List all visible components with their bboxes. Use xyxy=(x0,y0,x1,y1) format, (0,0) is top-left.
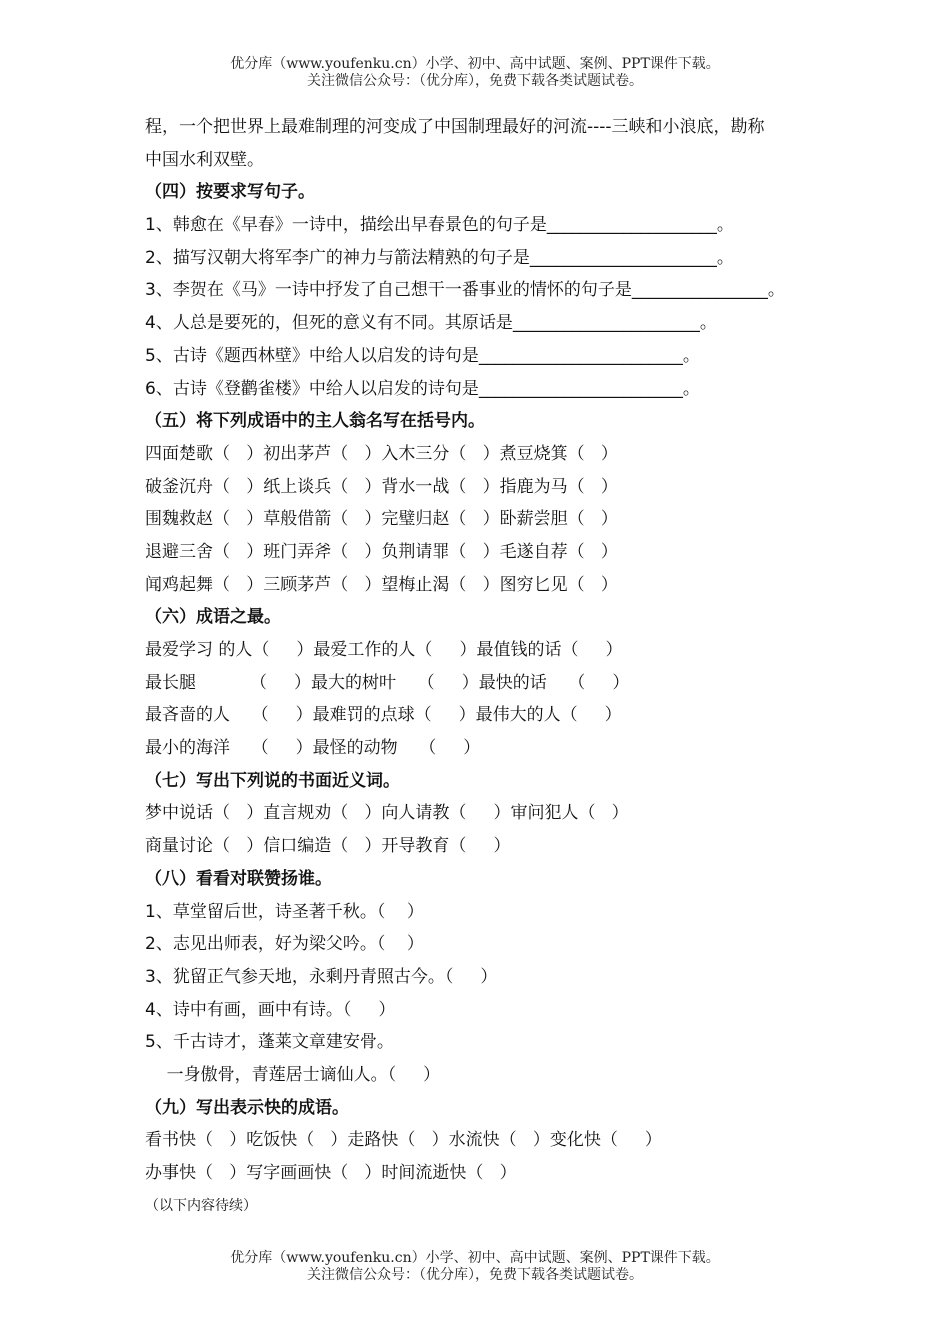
idiom-row: 闻鸡起舞（ ）三顾茅芦（ ）望梅止渴（ ）图穷匕见（ ） xyxy=(145,574,618,595)
question-item: 5、古诗《题西林壁》中给人以启发的诗句是________________________。 xyxy=(145,345,700,366)
idiom-row: 退避三舍（ ）班门弄斧（ ）负荆请罪（ ）毛遂自荐（ ） xyxy=(145,541,618,562)
synonym-row: 梦中说话（ ）直言规劝（ ）向人请教（ ）审问犯人（ ） xyxy=(145,803,629,824)
intro-line-2: 中国水利双壁。 xyxy=(145,149,264,170)
question-item: 6、古诗《登鹳雀楼》中给人以启发的诗句是________________________。 xyxy=(145,378,700,399)
footer-line-2: 关注微信公众号：（优分库），免费下载各类试题试卷。 xyxy=(307,1267,643,1283)
section-8-title: （八）看看对联赞扬谁。 xyxy=(145,868,332,889)
page-footer xyxy=(0,1250,950,1284)
couplet-item: 5、千古诗才，蓬莱文章建安骨。 xyxy=(145,1032,394,1053)
question-item: 2、描写汉朝大将军李广的神力与箭法精熟的句子是______________________。 xyxy=(145,247,734,268)
header-line-2: 关注微信公众号：（优分库），免费下载各类试题试卷。 xyxy=(307,73,643,89)
section-4-title: （四）按要求写句子。 xyxy=(145,182,315,203)
header-line-1: 优分库（www.youfenku.cn）小学、初中、高中试题、案例、PPT课件下载。 xyxy=(230,56,720,72)
couplet-item: 4、诗中有画，画中有诗。（ ） xyxy=(145,999,396,1020)
section-7-title: （七）写出下列说的书面近义词。 xyxy=(145,770,400,791)
superlative-row: 最长腿 （ ）最大的树叶 （ ）最快的话 （ ） xyxy=(145,672,630,693)
fast-idiom-row: 看书快（ ）吃饭快（ ）走路快（ ）水流快（ ）变化快（ ） xyxy=(145,1130,662,1151)
continued-note: （以下内容待续） xyxy=(145,1197,257,1214)
idiom-row: 破釜沉舟（ ）纸上谈兵（ ）背水一战（ ）指鹿为马（ ） xyxy=(145,476,618,497)
synonym-row: 商量讨论（ ）信口编造（ ）开导教育（ ） xyxy=(145,836,511,857)
idiom-row: 四面楚歌（ ）初出茅芦（ ）入木三分（ ）煮豆烧箕（ ） xyxy=(145,443,618,464)
couplet-item: 2、志见出师表，好为梁父吟。（ ） xyxy=(145,934,424,955)
footer-line-1: 优分库（www.youfenku.cn）小学、初中、高中试题、案例、PPT课件下载。 xyxy=(230,1250,720,1266)
section-5-title: （五）将下列成语中的主人翁名写在括号内。 xyxy=(145,411,485,432)
superlative-row: 最小的海洋 （ ）最怪的动物 （ ） xyxy=(145,738,481,759)
page-header xyxy=(0,56,950,90)
couplet-item: 一身傲骨，青莲居士谪仙人。（ ） xyxy=(145,1064,441,1085)
question-item: 1、韩愈在《早春》一诗中，描绘出早春景色的句子是____________________。 xyxy=(145,215,734,236)
question-item: 4、人总是要死的，但死的意义有不同。其原话是______________________。 xyxy=(145,313,717,334)
couplet-item: 3、犹留正气参天地，永剩丹青照古今。（ ） xyxy=(145,966,498,987)
intro-line-1: 程，一个把世界上最难制理的河变成了中国制理最好的河流----三峡和小浪底，勘称 xyxy=(145,117,765,137)
fast-idiom-row: 办事快（ ）写字画画快（ ）时间流逝快（ ） xyxy=(145,1163,517,1183)
section-6-title: （六）成语之最。 xyxy=(145,607,281,628)
idiom-row: 围魏救赵（ ）草般借箭（ ）完璧归赵（ ）卧薪尝胆（ ） xyxy=(145,509,618,530)
worksheet-body xyxy=(145,111,865,1222)
superlative-row: 最吝啬的人 （ ）最难罚的点球（ ）最伟大的人（ ） xyxy=(145,705,622,726)
question-item: 3、李贺在《马》一诗中抒发了自己想干一番事业的情怀的句子是________________。 xyxy=(145,280,785,301)
couplet-item: 1、草堂留后世，诗圣著千秋。（ ） xyxy=(145,901,424,922)
section-9-title: （九）写出表示快的成语。 xyxy=(145,1097,349,1118)
superlative-row: 最爱学习 的人（ ）最爱工作的人（ ）最值钱的话（ ） xyxy=(145,640,623,660)
